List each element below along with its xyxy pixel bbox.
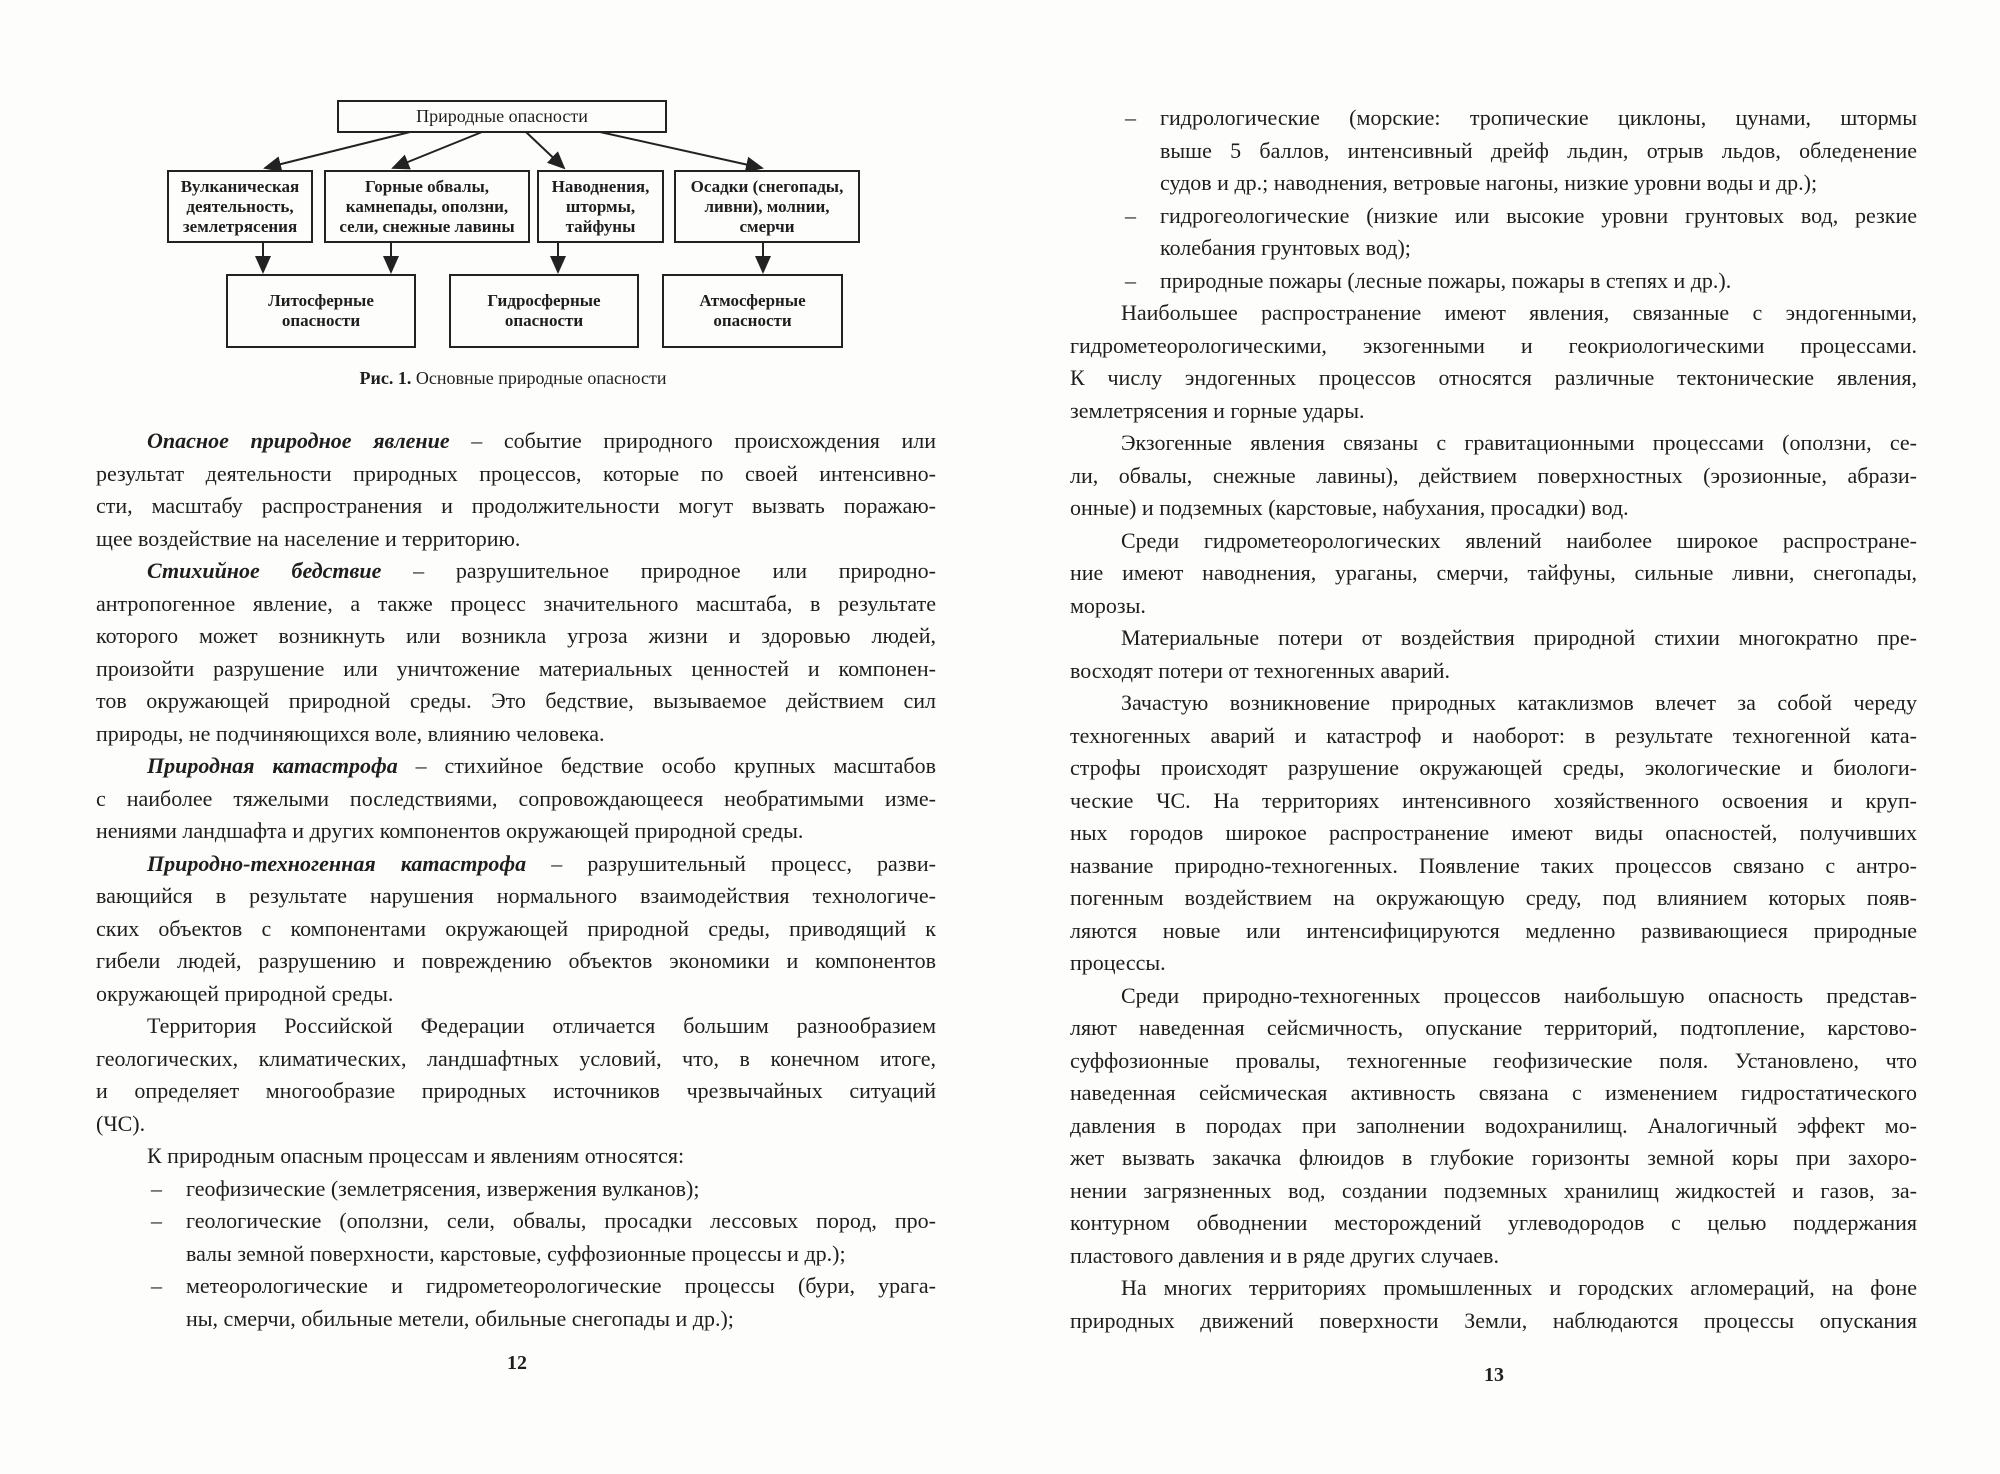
text-line xyxy=(96,1075,936,1108)
line-text: онные) и подземных (карстовые, набухания, просадки) вод. xyxy=(1070,495,1629,520)
box-line: Литосферные xyxy=(268,291,374,310)
text-line xyxy=(1070,817,1917,850)
right-page xyxy=(1000,0,2000,1474)
line-text: щее воздействие на население и территорию. xyxy=(96,525,521,551)
box-line: Осадки (снегопады, xyxy=(690,176,844,196)
line-text: Материальные потери от воздействия природной стихии многократно пре- xyxy=(1121,625,1917,650)
box-line: деятельность, xyxy=(186,196,294,216)
line-text: ние имеют наводнения, ураганы, смерчи, тайфуны, сильные ливни, снегопады, xyxy=(1070,560,1917,585)
line-text: окружающей природной среды. xyxy=(96,980,394,1006)
line-text: валы земной поверхности, карстовые, суффозионные процессы и др.); xyxy=(186,1240,846,1266)
defined-term: Природно-техногенная катастрофа xyxy=(147,850,527,876)
line-text: геологические (оползни, сели, обвалы, просадки лессовых пород, про- xyxy=(186,1208,936,1233)
text-line xyxy=(96,783,936,816)
right-page-text xyxy=(1070,102,1917,1337)
line-text: Экзогенные явления связаны с гравитационными процессами (оползни, се- xyxy=(1121,430,1917,455)
text-line xyxy=(96,718,936,751)
text-line xyxy=(1070,297,1917,330)
line-text: колебания грунтовых вод); xyxy=(1160,235,1411,260)
text-line xyxy=(1070,882,1917,915)
text-line xyxy=(1070,1110,1917,1143)
text-line xyxy=(1070,525,1917,558)
text-line xyxy=(96,848,936,881)
line-text: – стихийное бедствие особо крупных масштабов xyxy=(397,753,937,778)
line-text: антропогенное явление, а также процесс значительного масштаба, в результате xyxy=(96,590,936,616)
line-text: результат деятельности природных процессов, которые по своей интенсивно- xyxy=(96,460,936,486)
text-line xyxy=(96,1238,936,1271)
left-page-text xyxy=(96,425,936,1335)
line-text: Территория Российской Федерации отличается большим разнообразием xyxy=(147,1013,936,1038)
paragraph xyxy=(96,1140,936,1173)
line-text: Среди природно-техногенных процессов наибольшую опасность представ- xyxy=(1121,982,1917,1008)
list-item xyxy=(96,1205,936,1270)
text-line xyxy=(1070,1045,1917,1078)
list-item xyxy=(96,1270,936,1335)
line-text: Наибольшее распространение имеют явления, связанные с эндогенными, xyxy=(1121,300,1917,325)
line-text: ляют наведенная сейсмичность, опускание территорий, подтопление, карстово- xyxy=(1070,1015,1917,1040)
text-line: – природные пожары (лесные пожары, пожары в степях и др.). xyxy=(1125,267,1732,293)
text-line xyxy=(1070,1207,1917,1240)
text-line: – метеорологические и гидрометеорологические процессы (бури, урага- xyxy=(151,1273,936,1298)
paragraph xyxy=(1070,622,1917,687)
box-line: Вулканическая xyxy=(180,176,300,196)
page-number: 13 xyxy=(1484,1364,1504,1386)
line-text: название природно-техногенных. Появление таких процессов связано с антро- xyxy=(1070,852,1917,878)
box-line: Атмосферные xyxy=(699,291,806,310)
list-item xyxy=(1070,102,1917,200)
text-line xyxy=(1070,687,1917,720)
line-text: которого может возникнуть или возникла угроза жизни и здоровью людей, xyxy=(96,623,936,648)
text-line xyxy=(1070,947,1917,980)
text-line xyxy=(96,1108,936,1141)
line-text: процессы. xyxy=(1070,950,1166,975)
line-text: пластового давления и в ряде других случаев. xyxy=(1070,1242,1499,1268)
box-line: ливни), молнии, xyxy=(704,196,830,216)
line-text: гибели людей, разрушению и повреждению объектов экономики и компонентов xyxy=(96,948,936,973)
text-line xyxy=(1070,1305,1917,1338)
line-text: землетрясения и горные удары. xyxy=(1070,397,1365,423)
diagram-root-box xyxy=(337,100,667,133)
text-line: – геологические (оползни, сели, обвалы, просадки лессовых пород, про- xyxy=(151,1208,936,1233)
text-line xyxy=(1070,1240,1917,1273)
arrow xyxy=(526,132,564,168)
text-line xyxy=(96,750,936,783)
text-line xyxy=(96,913,936,946)
text-line xyxy=(1070,492,1917,525)
box-line: смерчи xyxy=(739,216,795,236)
diagram-category-box xyxy=(662,274,843,348)
box-line: опасности xyxy=(713,311,792,330)
line-text: нениями ландшафта и других компонентов окружающей природной среды. xyxy=(96,818,804,843)
box-line: опасности xyxy=(504,311,584,330)
defined-term: Опасное природное явление xyxy=(147,428,450,453)
line-text: произойти разрушение или уничтожение материальных ценностей и компонен- xyxy=(96,655,936,681)
arrow xyxy=(393,132,482,168)
text-line xyxy=(96,685,936,718)
paragraph xyxy=(96,848,936,1011)
line-text: К природным опасным процессам и явлениям относятся: xyxy=(147,1143,685,1168)
box-line: Наводнения, xyxy=(551,176,650,196)
text-line xyxy=(96,458,936,491)
defined-term: Природная катастрофа xyxy=(147,753,398,778)
caption-label: Рис. 1. xyxy=(359,368,412,388)
line-text: – событие природного происхождения или xyxy=(449,428,936,453)
paragraph xyxy=(1070,687,1917,980)
line-text: ны, смерчи, обильные метели, обильные снегопады и др.); xyxy=(186,1305,734,1331)
box-line: землетрясения xyxy=(182,216,298,236)
paragraph xyxy=(96,425,936,555)
line-text: морозы. xyxy=(1070,592,1146,618)
text-line xyxy=(1070,1012,1917,1045)
paragraph xyxy=(1070,427,1917,525)
text-line xyxy=(1070,720,1917,753)
line-text: погенным воздействием на окружающую среду, под влиянием которых появ- xyxy=(1070,885,1917,910)
line-text: ных городов широкое распространение имеют виды опасностей, получивших xyxy=(1070,820,1917,845)
box-line: Горные обвалы, xyxy=(364,176,489,196)
text-line xyxy=(1070,785,1917,818)
text-line: – гидрологические (морские: тропические циклоны, цунами, штормы xyxy=(1125,105,1917,130)
text-line xyxy=(1070,135,1917,168)
line-text: геофизические (землетрясения, извержения вулканов); xyxy=(186,1175,700,1201)
list-item xyxy=(96,1173,936,1206)
text-line: – гидрогеологические (низкие или высокие уровни грунтовых вод, резкие xyxy=(1125,202,1917,228)
text-line xyxy=(1070,590,1917,623)
text-line xyxy=(1070,980,1917,1013)
arrow xyxy=(600,132,762,168)
diagram-category-box xyxy=(449,274,639,348)
line-text: наведенная сейсмическая активность связана с изменением гидростатического xyxy=(1070,1080,1917,1105)
text-line xyxy=(1070,232,1917,265)
line-text: природные пожары (лесные пожары, пожары в степях и др.). xyxy=(1160,267,1732,293)
list-item xyxy=(1070,265,1917,298)
box-line: Гидросферные xyxy=(487,291,601,310)
line-text: выше 5 баллов, интенсивный дрейф льдин, отрыв льдов, обледенение xyxy=(1160,137,1917,163)
line-text: Среди гидрометеорологических явлений наиболее широкое распростране- xyxy=(1121,527,1917,553)
line-text: – разрушительное природное или природно- xyxy=(381,558,936,583)
line-text: строфы происходят разрушение окружающей среды, экологические и биологи- xyxy=(1070,755,1917,780)
paragraph xyxy=(96,750,936,848)
paragraph xyxy=(96,555,936,750)
paragraph xyxy=(1070,297,1917,427)
line-text: На многих территориях промышленных и городских агломераций, на фоне xyxy=(1121,1275,1917,1300)
line-text: тов окружающей природной среды. Это бедствие, вызываемое действием сил xyxy=(96,688,936,713)
diagram-hazard-box xyxy=(537,170,664,243)
diagram-root-label: Природные опасности xyxy=(416,106,588,126)
line-text: давления в породах при заполнении водохранилищ. Аналогичный эффект мо- xyxy=(1070,1112,1917,1138)
arrow xyxy=(265,132,410,168)
line-text: ских объектов с компонентами окружающей природной среды, приводящий к xyxy=(96,915,936,941)
defined-term: Стихийное бедствие xyxy=(147,558,382,583)
list-item xyxy=(1070,200,1917,265)
page-number: 12 xyxy=(507,1352,527,1374)
paragraph xyxy=(1070,525,1917,623)
line-text: и определяет многообразие природных источников чрезвычайных ситуаций xyxy=(96,1078,936,1103)
text-line xyxy=(96,978,936,1011)
text-line xyxy=(1070,1175,1917,1208)
text-line xyxy=(96,1140,936,1173)
text-line xyxy=(96,815,936,848)
text-line xyxy=(96,1010,936,1043)
box-line: тайфуны xyxy=(565,216,636,236)
line-text: контурном обводнении месторождений углеводородов с целью поддержания xyxy=(1070,1210,1917,1235)
diagram-hazard-box xyxy=(324,170,530,243)
figure-caption xyxy=(0,368,1026,389)
text-line xyxy=(96,1303,936,1336)
text-line xyxy=(96,555,936,588)
text-line xyxy=(96,880,936,913)
line-text: К числу эндогенных процессов относятся различные тектонические явления, xyxy=(1070,365,1917,390)
line-text: гидрогеологические (низкие или высокие уровни грунтовых вод, резкие xyxy=(1160,202,1917,228)
figure-natural-hazards-diagram xyxy=(0,0,1000,400)
text-line xyxy=(96,588,936,621)
text-line xyxy=(96,425,936,458)
text-line xyxy=(96,1043,936,1076)
box-line: опасности xyxy=(281,311,361,330)
line-text: нении загрязненных вод, создании подземных хранилищ жидкостей и газов, за- xyxy=(1070,1177,1917,1203)
paragraph xyxy=(96,1010,936,1140)
line-text: суффозионные провалы, техногенные геофизические поля. Установлено, что xyxy=(1070,1047,1917,1073)
text-line xyxy=(96,620,936,653)
text-line xyxy=(1070,915,1917,948)
text-line xyxy=(96,490,936,523)
box-line: штормы, xyxy=(565,196,636,216)
text-line: – геофизические (землетрясения, извержения вулканов); xyxy=(151,1175,700,1201)
text-line xyxy=(1070,362,1917,395)
line-text: гидрометеорологическими, экзогенными и геокриологическими процессами. xyxy=(1070,332,1917,358)
text-line xyxy=(1070,655,1917,688)
line-text: вающийся в результате нарушения нормального взаимодействия технологиче- xyxy=(96,883,936,908)
text-line xyxy=(1070,427,1917,460)
text-line xyxy=(1070,622,1917,655)
line-text: (ЧС). xyxy=(96,1110,146,1136)
line-text: природы, не подчиняющихся воле, влиянию человека. xyxy=(96,720,605,746)
line-text: гидрологические (морские: тропические циклоны, цунами, штормы xyxy=(1160,105,1917,130)
box-line: сели, снежные лавины xyxy=(339,216,515,236)
diagram-hazard-box xyxy=(674,170,860,243)
line-text: Зачастую возникновение природных катаклизмов влечет за собой череду xyxy=(1121,690,1917,715)
line-text: ческие ЧС. На территориях интенсивного хозяйственного освоения и круп- xyxy=(1070,787,1917,813)
text-line xyxy=(1070,752,1917,785)
line-text: восходят потери от техногенных аварий. xyxy=(1070,657,1451,683)
line-text: метеорологические и гидрометеорологические процессы (бури, урага- xyxy=(186,1273,936,1298)
text-line xyxy=(1070,557,1917,590)
paragraph xyxy=(1070,1272,1917,1337)
text-line xyxy=(1070,330,1917,363)
text-line xyxy=(1070,850,1917,883)
text-line xyxy=(1070,167,1917,200)
text-line xyxy=(1070,1142,1917,1175)
text-line xyxy=(1070,460,1917,493)
diagram-category-box xyxy=(226,274,416,348)
text-line xyxy=(1070,395,1917,428)
line-text: – разрушительный процесс, разви- xyxy=(526,850,936,876)
line-text: ли, обвалы, снежные лавины), действием поверхностных (эрозионные, абрази- xyxy=(1070,462,1917,488)
text-line xyxy=(1070,1077,1917,1110)
caption-text: Основные природные опасности xyxy=(411,368,667,388)
line-text: судов и др.; наводнения, ветровые нагоны, низкие уровни воды и др.); xyxy=(1160,170,1818,195)
text-line xyxy=(1070,1272,1917,1305)
box-line: камнепады, оползни, xyxy=(345,196,509,216)
text-line xyxy=(96,523,936,556)
line-text: сти, масштабу распространения и продолжительности могут вызвать поражаю- xyxy=(96,493,936,518)
text-line xyxy=(96,653,936,686)
line-text: ляются новые или интенсифицируются медленно развивающиеся природные xyxy=(1070,917,1917,943)
line-text: с наиболее тяжелыми последствиями, сопровождающееся необратимыми изме- xyxy=(96,785,936,811)
line-text: техногенных аварий и катастроф и наоборот: в результате техногенной ката- xyxy=(1070,722,1917,748)
line-text: природных движений поверхности Земли, наблюдаются процессы опускания xyxy=(1070,1307,1917,1333)
diagram-hazard-box xyxy=(167,170,313,243)
paragraph xyxy=(1070,980,1917,1273)
line-text: геологических, климатических, ландшафтных условий, что, в конечном итоге, xyxy=(96,1045,936,1071)
line-text: жет вызвать закачка флюидов в глубокие горизонты земной коры при захоро- xyxy=(1070,1145,1917,1170)
text-line xyxy=(96,945,936,978)
